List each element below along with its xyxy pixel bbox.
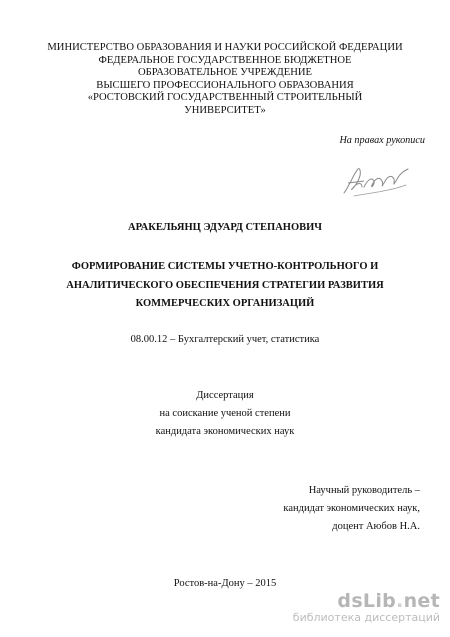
watermark-logo-dot: . — [396, 590, 404, 612]
advisor-line: Научный руководитель – — [308, 485, 420, 496]
dslib-watermark[interactable] — [293, 591, 440, 624]
dissertation-title — [20, 258, 430, 314]
advisor-line: доцент Аюбов Н.А. — [332, 521, 420, 532]
scientific-advisor-block — [200, 482, 420, 536]
author-name: АРАКЕЛЬЯНЦ ЭДУАРД СТЕПАНОВИЧ — [127, 222, 323, 233]
ministry-header-line: «РОСТОВСКИЙ ГОСУДАРСТВЕННЫЙ СТРОИТЕЛЬНЫЙ — [87, 92, 363, 104]
dissertation-title-line: КОММЕРЧЕСКИХ ОРГАНИЗАЦИЙ — [135, 298, 315, 309]
ministry-header-line: МИНИСТЕРСТВО ОБРАЗОВАНИЯ И НАУКИ РОССИЙСКОЙ ФЕДЕРАЦИИ — [47, 42, 403, 53]
dissertation-title-line: АНАЛИТИЧЕСКОГО ОБЕСПЕЧЕНИЯ СТРАТЕГИИ РАЗВИТИЯ — [66, 279, 384, 291]
watermark-subtitle: библиотека диссертаций — [292, 611, 440, 624]
degree-line: на соискание ученой степени — [159, 408, 291, 419]
degree-line: кандидата экономических наук — [155, 426, 295, 437]
watermark-logo-tld: net — [403, 590, 440, 612]
handwritten-signature — [340, 163, 412, 201]
watermark-logo — [293, 591, 440, 611]
ministry-header-line: ВЫСШЕГО ПРОФЕССИОНАЛЬНОГО ОБРАЗОВАНИЯ — [96, 79, 354, 91]
degree-line: Диссертация — [196, 390, 254, 401]
city-year: Ростов-на-Дону – 2015 — [173, 578, 277, 589]
manuscript-rights-note: На правах рукописи — [339, 135, 425, 146]
advisor-line: кандидат экономических наук, — [283, 503, 420, 514]
watermark-logo-main: dsLib — [337, 590, 397, 612]
specialty-code: 08.00.12 – Бухгалтерский учет, статистика — [130, 334, 320, 345]
dissertation-degree-block — [20, 387, 430, 441]
ministry-header-line: ОБРАЗОВАТЕЛЬНОЕ УЧРЕЖДЕНИЕ — [138, 67, 312, 79]
ministry-header-line: УНИВЕРСИТЕТ» — [184, 104, 266, 116]
ministry-header — [20, 42, 430, 118]
ministry-header-line: ФЕДЕРАЛЬНОЕ ГОСУДАРСТВЕННОЕ БЮДЖЕТНОЕ — [98, 54, 352, 66]
dissertation-title-line: ФОРМИРОВАНИЕ СИСТЕМЫ УЧЕТНО-КОНТРОЛЬНОГО И — [71, 261, 379, 272]
